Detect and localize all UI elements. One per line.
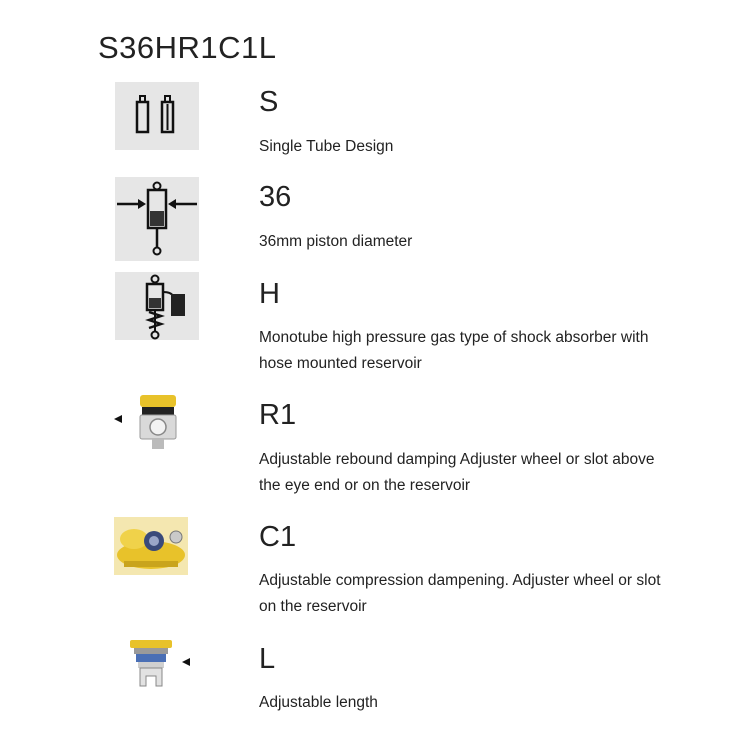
rebound-adjuster-icon: [112, 393, 192, 453]
item-description: 36mm piston diameter: [259, 233, 413, 250]
item-code: L: [259, 643, 276, 675]
single-tube-icon: [115, 82, 199, 150]
compression-adjuster-icon: [114, 517, 188, 575]
length-adjuster-icon: [124, 638, 194, 694]
hose-reservoir-icon: [115, 272, 199, 340]
item-code: H: [259, 278, 280, 310]
item-description: Adjustable compression dampening. Adjuster wheel or slot on the reservoir: [259, 572, 661, 615]
page-title: S36HR1C1L: [98, 30, 277, 65]
item-description: Monotube high pressure gas type of shock absorber with hose mounted reservoir: [259, 329, 649, 372]
piston-diameter-icon: [115, 177, 199, 261]
item-description: Adjustable rebound damping Adjuster wheel or slot above the eye end or on the reservoir: [259, 451, 655, 494]
item-code: R1: [259, 399, 297, 431]
item-code: 36: [259, 181, 292, 213]
item-description: Single Tube Design: [259, 138, 394, 155]
item-code: S: [259, 86, 279, 118]
item-code: C1: [259, 521, 297, 553]
item-description: Adjustable length: [259, 694, 378, 711]
